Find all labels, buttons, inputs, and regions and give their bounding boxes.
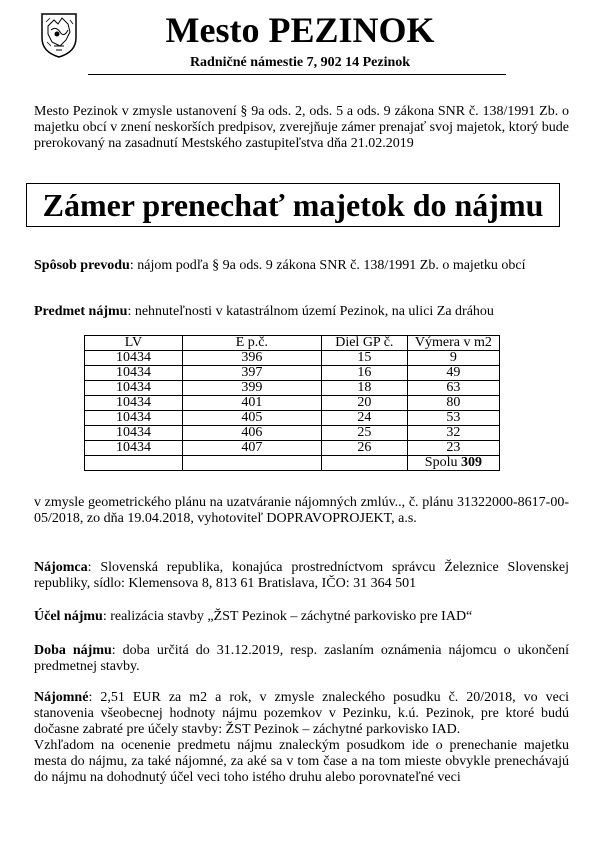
cell-total [407, 456, 499, 471]
cell-lv: 10434 [85, 396, 183, 411]
city-address: Radničné námestie 7, 902 14 Pezinok [189, 55, 411, 70]
cell-area: 80 [407, 396, 499, 411]
column-header-parcel: E p.č. [182, 336, 321, 351]
cell-part: 16 [321, 366, 407, 381]
cell-lv: 10434 [85, 351, 183, 366]
transfer-method [34, 258, 574, 274]
city-crest-icon [40, 12, 78, 58]
table-row [85, 381, 500, 396]
column-header-part: Diel GP č. [321, 336, 407, 351]
cell-empty [321, 456, 407, 471]
total-label: Spolu [424, 455, 458, 470]
cell-part: 24 [321, 411, 407, 426]
column-header-area: Výmera v m2 [407, 336, 499, 351]
cell-parcel: 405 [182, 411, 321, 426]
purpose-text: : realizácia stavby „ŽST Pezinok – záchytné parkovisko pre IAD“ [102, 609, 473, 624]
cell-lv: 10434 [85, 411, 183, 426]
tenant-text: : Slovenská republika, konajúca prostredníctvom správcu Železnice Slovenskej republiky, sídlo: Klemensova 8, 813 61 Bratislava, IČO: 31 364 501 [34, 560, 569, 591]
duration-paragraph [34, 643, 569, 675]
table-header-row [85, 336, 500, 351]
transfer-method-label: Spôsob prevodu [34, 258, 130, 273]
tenant-paragraph [34, 560, 569, 592]
duration-label: Doba nájmu [34, 643, 112, 658]
lease-subject [34, 304, 574, 320]
cell-lv: 10434 [85, 426, 183, 441]
cell-area: 23 [407, 441, 499, 456]
intro-paragraph: Mesto Pezinok v zmysle ustanovení § 9a ods. 2, ods. 5 a ods. 9 zákona SNR č. 138/1991 Zb. o majetku obcí v znení neskorších predpisov, zverejňuje zámer prenajať svoj majetok, ktorý bude prerokovaný na zasadnutí Mestského zastupiteľstva dňa 21.02.2019 [34, 104, 569, 151]
cell-area: 63 [407, 381, 499, 396]
parcels-table [84, 335, 500, 471]
cell-part: 20 [321, 396, 407, 411]
duration-text: : doba určitá do 31.12.2019, resp. zaslaním oznámenia nájomcu o ukončení predmetnej stavby. [34, 643, 569, 674]
cell-lv: 10434 [85, 366, 183, 381]
cell-lv: 10434 [85, 381, 183, 396]
table-row [85, 441, 500, 456]
cell-empty [85, 456, 183, 471]
cell-lv: 10434 [85, 441, 183, 456]
column-header-lv: LV [85, 336, 183, 351]
table-total-row [85, 456, 500, 471]
cell-area: 49 [407, 366, 499, 381]
lease-subject-label: Predmet nájmu [34, 304, 128, 319]
table-row [85, 411, 500, 426]
cell-parcel: 396 [182, 351, 321, 366]
table-row [85, 426, 500, 441]
transfer-method-text: : nájom podľa § 9a ods. 9 zákona SNR č. 138/1991 Zb. o majetku obcí [129, 258, 526, 273]
rent-paragraph [34, 690, 569, 786]
rent-text-continued: Vzhľadom na ocenenie predmetu nájmu znaleckým posudkom ide o prenechanie majetku mesta do nájmu, za také nájomné, za aké sa v tom čase a na tom mieste obvykle prenechávajú do nájmu na dohodnutý účel veci toho istého druhu alebo porovnateľné veci [34, 738, 569, 785]
header-divider [88, 74, 506, 75]
cell-parcel: 401 [182, 396, 321, 411]
rent-label: Nájomné [34, 690, 89, 705]
tenant-label: Nájomca [34, 560, 88, 575]
total-value: 309 [460, 455, 482, 470]
cell-part: 26 [321, 441, 407, 456]
cell-area: 32 [407, 426, 499, 441]
notice-heading: Zámer prenechať majetok do nájmu [42, 187, 544, 223]
city-title: Mesto PEZINOK [165, 10, 435, 50]
cell-parcel: 407 [182, 441, 321, 456]
purpose-paragraph [34, 609, 569, 625]
cell-part: 15 [321, 351, 407, 366]
rent-text: : 2,51 EUR za m2 a rok, v zmysle znaleckého posudku č. 20/2018, vo veci stanovenia všeobecnej hodnoty nájmu pozemkov v Pezinku, k.ú. Pezinok, pre ktoré budú dočasne zabraté pre účely stavby: ŽST Pezinok – záchytné parkovisko IAD. [34, 690, 569, 737]
cell-empty [182, 456, 321, 471]
cell-part: 18 [321, 381, 407, 396]
geometric-plan-paragraph: v zmysle geometrického plánu na uzatváranie nájomných zmlúv.., č. plánu 31322000-8617-00-05/2018, zo dňa 19.04.2018, vyhotoviteľ DOPRAVOPROJEKT, a.s. [34, 495, 569, 526]
cell-parcel: 397 [182, 366, 321, 381]
table-row [85, 351, 500, 366]
table-row [85, 396, 500, 411]
purpose-label: Účel nájmu [34, 609, 103, 624]
cell-parcel: 406 [182, 426, 321, 441]
cell-part: 25 [321, 426, 407, 441]
cell-area: 9 [407, 351, 499, 366]
cell-area: 53 [407, 411, 499, 426]
lease-subject-text: : nehnuteľnosti v katastrálnom území Pezinok, na ulici Za dráhou [127, 304, 494, 319]
table-row [85, 366, 500, 381]
cell-parcel: 399 [182, 381, 321, 396]
